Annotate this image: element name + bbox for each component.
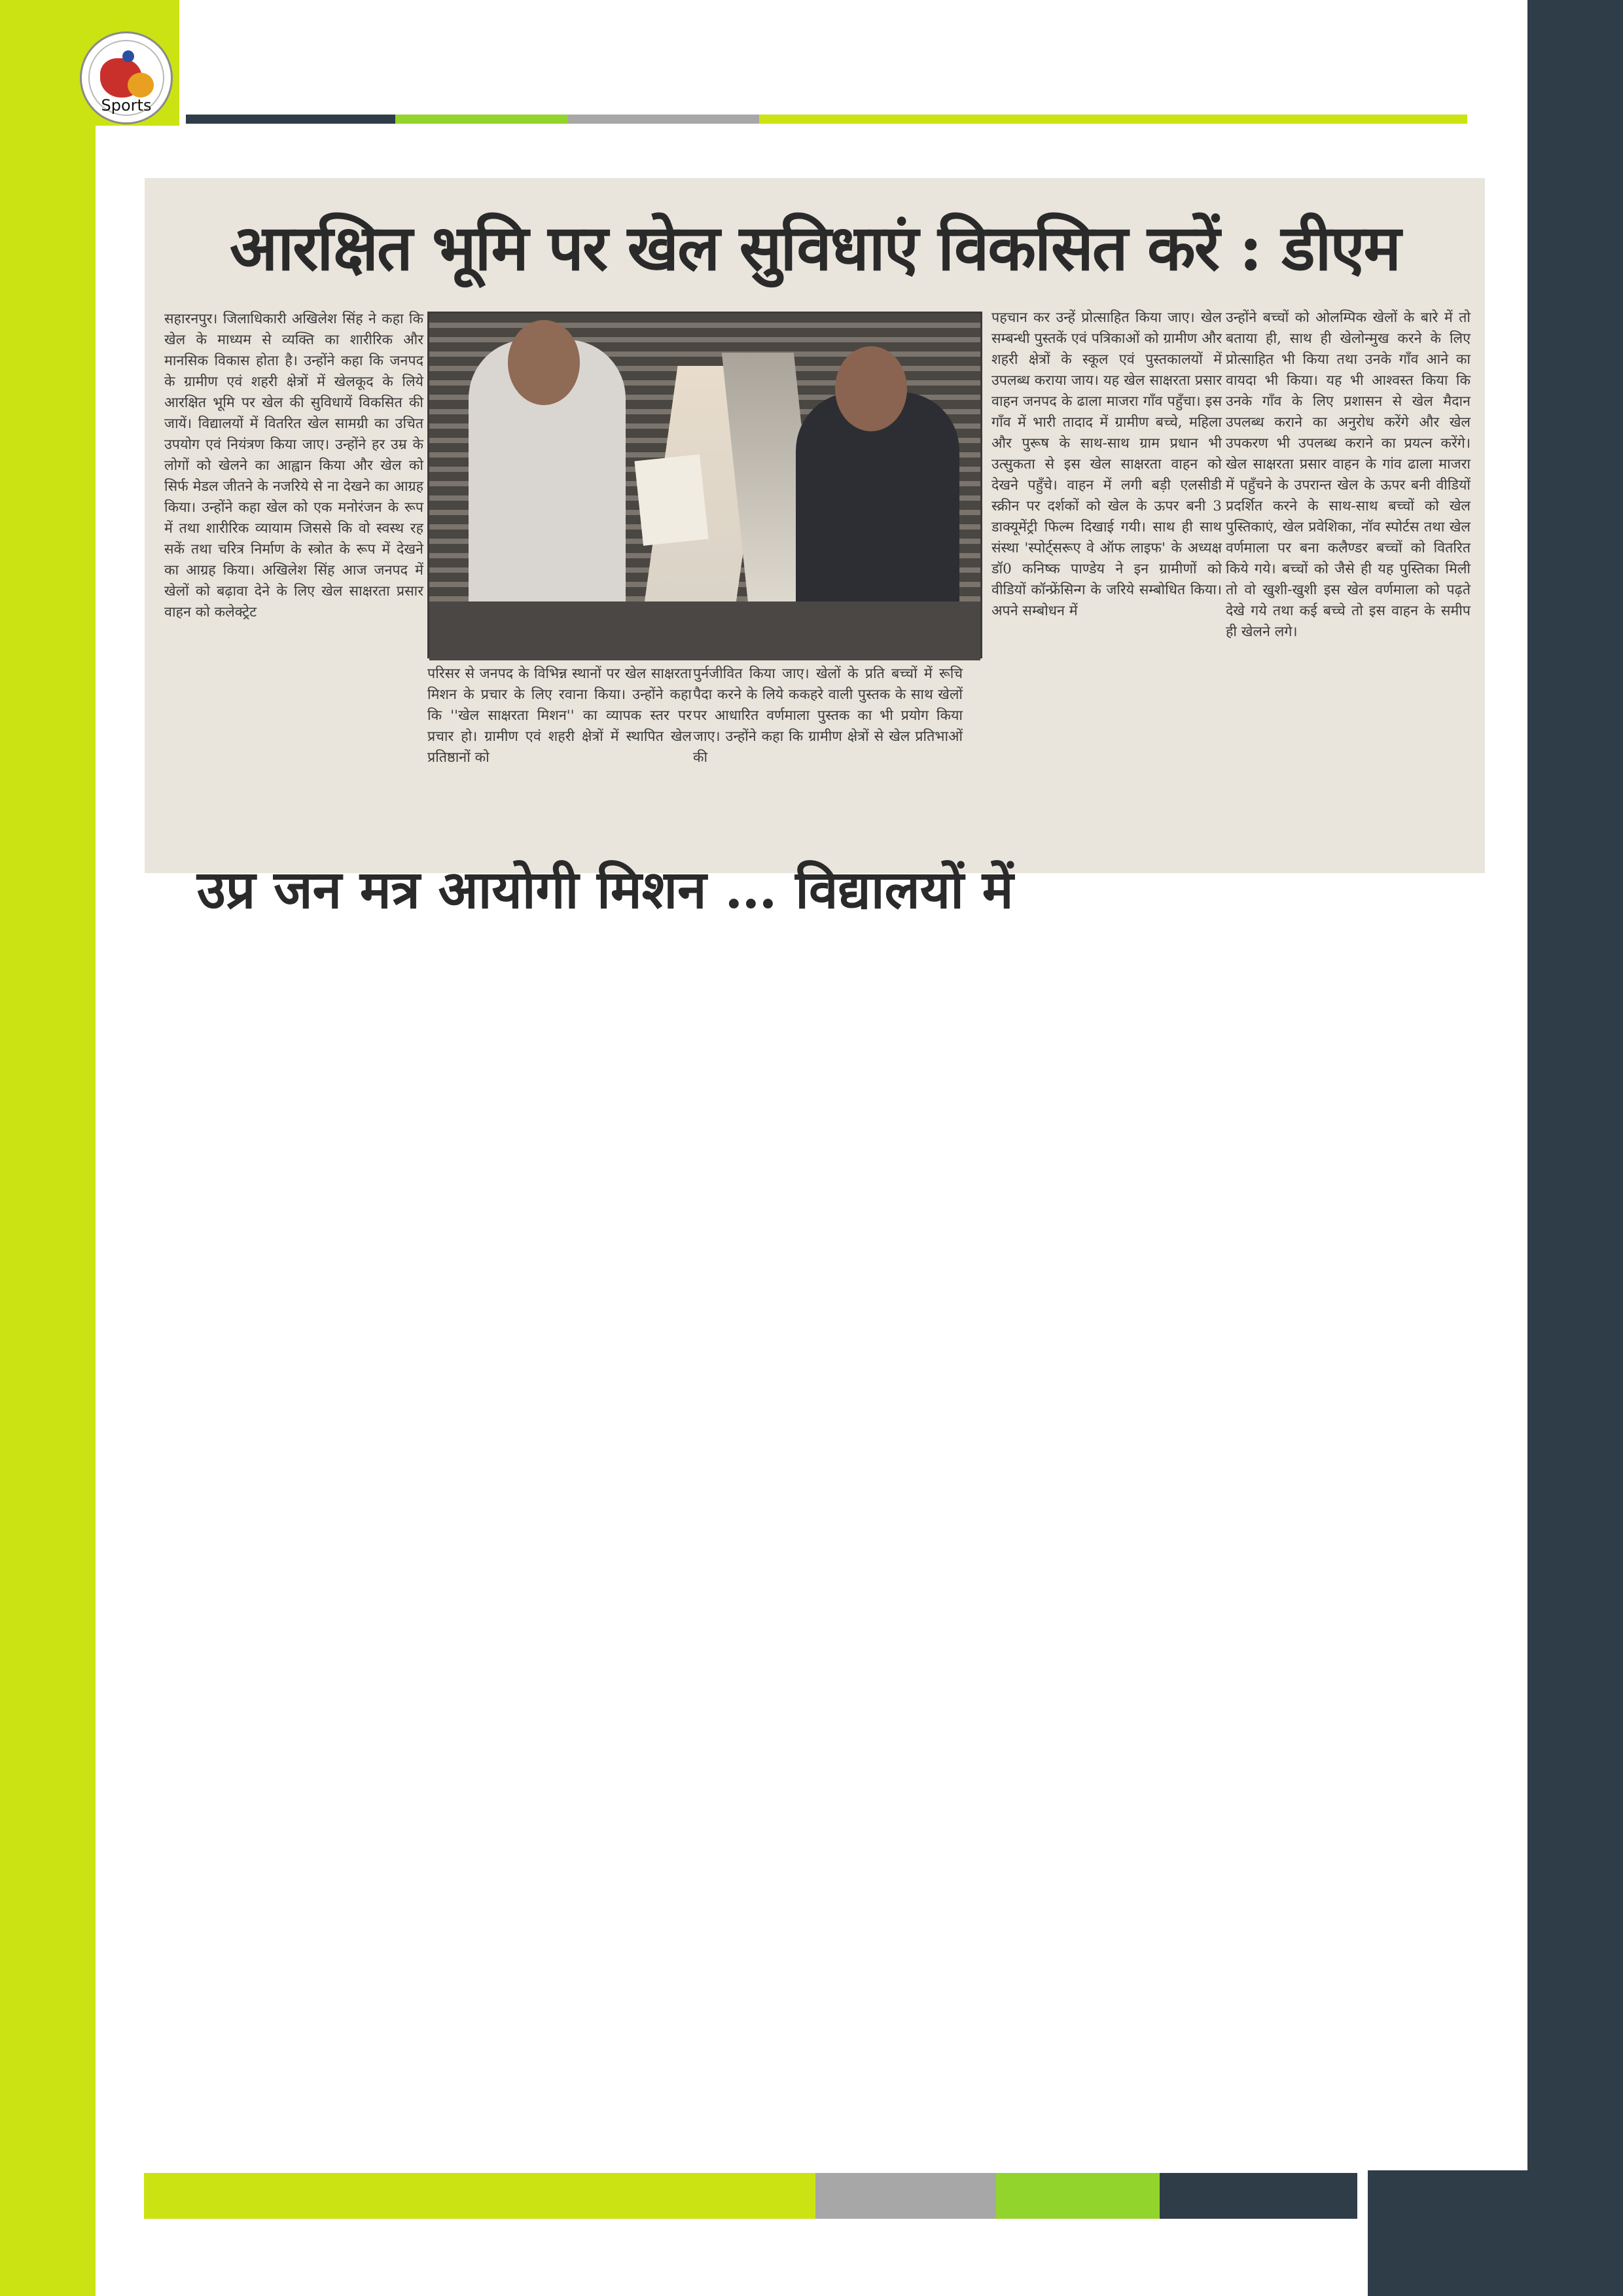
top-bar-segment-gray — [568, 115, 759, 124]
article-column-1: सहारनपुर। जिलाधिकारी अखिलेश सिंह ने कहा कि खेल के माध्यम से व्यक्ति का शारीरिक और मानसिक विकास होता है। उन्होंने कहा कि जनपद के ग्रामीण एवं शहरी क्षेत्रों में खेलकूद के लिये आरक्षित भूमि पर खेल की सुविधायें विकसित की जायें। विद्यालयों में वितरित खेल सामग्री का उचित उपयोग एवं नियंत्रण किया जाए। उन्होंने हर उम्र के लोगों को खेलने का आह्वान किया और खेल को सिर्फ मेडल जीतने के नजरिये से ना देखने का आग्रह किया। उन्होंने कहा खेल को एक मनोरंजन के रूप में तथा शारीरिक व्यायाम जिससे कि वो स्वस्थ रह सकें तथा चरित्र निर्माण के स्त्रोत के रूप में देखने का आग्रह किया। अखिलेश सिंह आज जनपद में खेलों को बढ़ावा देने के लिए खेल साक्षरता प्रसार वाहन को कलेक्ट्रेट — [164, 311, 423, 620]
bottom-bar-segment-gray — [815, 2173, 996, 2219]
article-column-5: उन्होंने बच्चों को ओलम्पिक खेलों के बारे में तो बताया ही, साथ ही खेलोन्मुख करने के लिए प्रोत्साहित भी किया तथा उनके गाँव आने का वायदा भी किया। यह भी आश्वस्त किया कि उनके गाँव के लिए प्रशासन से खेल मैदान उपलब्ध कराने का अनुरोध करेंगे और खेल उपकरण भी उपलब्ध कराने का प्रयत्न करेंगे। खेल साक्षरता प्रसार वाहन के गांव ढाला माजरा में पहुँचने के उपरान्त खेल के ऊपर बनी वीडियों प्रदर्शित करने के साथ-साथ बच्चों को खेल पुस्तिकाएं, खेल प्रवेशिका, नॉव स्पोर्टस तथा खेल वर्णमाला पर बना कलैण्डर बच्चों को वितरित किये गये। बच्चों को जैसे ही यह पुस्तिका मिली तो वो खुशी-खुशी इस खेल वर्णमाला को पढ़ते देखे गये तथा कई बच्चे तो इस वाहन के समीप ही खेलने लगे। — [1226, 310, 1471, 640]
sports-emblem-icon — [80, 31, 173, 124]
news-photo — [427, 312, 982, 658]
article-column-3: पुर्नजीवित किया जाए। खेलों के प्रति बच्चों में रूचि पैदा करने के लिये ककहरे वाली पुस्तक के साथ खेलों पर आधारित वर्णमाला पुस्तक का भी प्रयोग किया जाए। उन्होंने कहा कि ग्रामीण क्षेत्रों से खेल प्रतिभाओं की — [693, 666, 963, 766]
logo-text: Sports — [101, 96, 152, 115]
bottom-right-block — [1368, 2170, 1527, 2296]
top-bar-segment-dark — [186, 115, 395, 124]
clipping-headline: आरक्षित भूमि पर खेल सुविधाएं विकसित करें : डीएम — [229, 211, 1400, 285]
article-column-2: परिसर से जनपद के विभिन्न स्थानों पर खेल साक्षरता मिशन के प्रचार के लिए रवाना किया। उन्होंने कहा कि ''खेल साक्षरता मिशन'' का व्यापक स्तर पर प्रचार हो। ग्रामीण एवं शहरी क्षेत्रों में स्थापित खेल प्रतिष्ठानों को — [427, 666, 692, 766]
newspaper-clipping — [145, 178, 1485, 920]
bottom-bar-segment-green — [996, 2173, 1160, 2219]
left-accent-band — [0, 0, 96, 2296]
next-article-headline: उप्र जन मत्र आयोगी मिशन … विद्यालयों में — [197, 859, 1014, 920]
top-bar-segment-lime — [759, 115, 1467, 124]
bottom-bar-segment-lime — [144, 2173, 815, 2219]
top-bar-segment-green — [395, 115, 568, 124]
right-accent-band — [1527, 0, 1623, 2296]
bottom-bar-segment-dark — [1160, 2173, 1357, 2219]
article-column-4: पहचान कर उन्हें प्रोत्साहित किया जाए। खेल सम्बन्धी पुस्तकें एवं पत्रिकाओं को ग्रामीण और शहरी क्षेत्रों के स्कूल एवं पुस्तकालयों में उपलब्ध कराया जाय। यह खेल साक्षरता प्रसार वाहन जनपद के ढाला माजरा गाँव पहुँचा। इस गाँव में भारी तादाद में ग्रामीण बच्चे, महिला और पुरूष के साथ-साथ ग्राम प्रधान भी उत्सुकता से इस खेल साक्षरता वाहन को देखने पहुँचे। वाहन में लगी बड़ी एलसीडी स्क्रीन पर दर्शकों को खेल के ऊपर बनी 3 डाक्यूमेंट्री फिल्म दिखाई गयी। साथ ही साथ संस्था 'स्पोर्ट्सरूए वे ऑफ लाइफ' के अध्यक्ष डॉ0 कनिष्क पाण्डेय ने इन ग्रामीणों को वीडियों कॉन्फ्रेंसिन्ग के जरिये सम्बोधित किया। अपने सम्बोधन में — [991, 310, 1222, 619]
